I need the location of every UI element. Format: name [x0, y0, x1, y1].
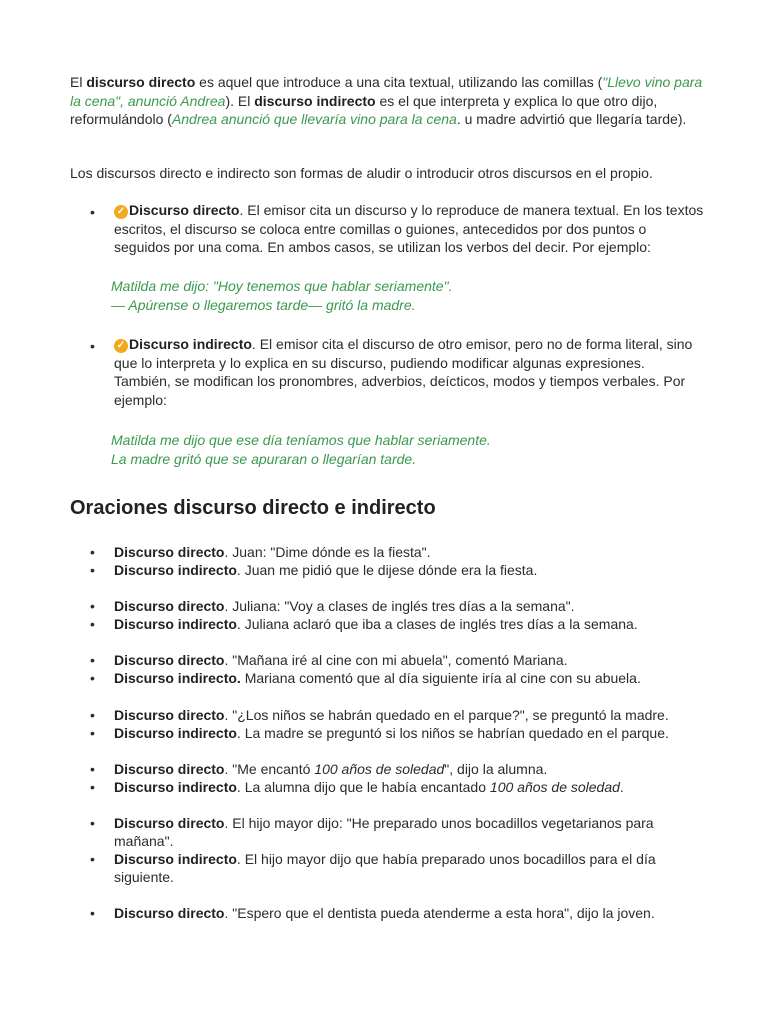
item-text: . "Me encantó: [224, 761, 315, 777]
example-line: — Apúrense o llegaremos tarde— gritó la madre.: [111, 296, 416, 313]
bullet: •: [90, 544, 95, 560]
item-text: . El hijo mayor dijo: "He preparado unos bocadillos vegetarianos para mañana".: [114, 815, 654, 849]
intro-text: El: [70, 74, 87, 90]
definition-indirecto: [114, 335, 704, 409]
definition-directo: [114, 201, 704, 257]
definition-text: . El emisor cita un discurso y lo reproduce de manera textual. En los textos escritos, el discurso se coloca entre comillas o guiones, antecedidos por dos puntos o seguidos por una coma. En ambos casos, se utilizan los verbos del decir. Por ejemplo:: [114, 202, 704, 255]
book-title: 100 años de soledad: [314, 761, 445, 777]
intro-text: ). El: [225, 92, 255, 109]
item-text: .: [619, 779, 624, 795]
item-label: Discurso directo: [114, 761, 225, 777]
intro-paragraph: [70, 73, 710, 129]
item-text: . El hijo mayor dijo que había preparado unos bocadillos para el día siguiente.: [114, 851, 656, 885]
intro-text: . u madre advirtió que llegaría tarde).: [456, 111, 687, 127]
term-directo: discurso directo: [86, 74, 196, 90]
item-label: Discurso indirecto: [114, 779, 237, 795]
definition-term: Discurso indirecto: [129, 336, 252, 352]
bullet: •: [90, 707, 95, 723]
example-line: La madre gritó que se apuraran o llegarían tarde.: [111, 450, 417, 467]
item-label: Discurso indirecto: [114, 562, 237, 578]
item-label: Discurso directo: [114, 905, 225, 921]
item-text: . "Espero que el dentista pueda atenderme a esta hora", dijo la joven.: [224, 905, 655, 921]
item-text: . Juliana: "Voy a clases de inglés tres días a la semana".: [224, 598, 575, 614]
item-label: Discurso directo: [114, 815, 225, 831]
item-label: Discurso indirecto: [114, 851, 237, 867]
check-circle-icon: ✓: [114, 205, 128, 219]
bullet: •: [90, 905, 95, 921]
bullet: [90, 337, 95, 355]
definition-term: Discurso directo: [129, 202, 240, 218]
example-line: Matilda me dijo que ese día teníamos que hablar seriamente.: [111, 432, 491, 448]
item-text: . La alumna dijo que le había encantado: [236, 779, 490, 795]
intro-paragraph-2: Los discursos directo e indirecto son formas de aludir o introducir otros discursos en el propio.: [70, 165, 653, 181]
bullet: •: [90, 616, 95, 632]
item-label: Discurso directo: [114, 544, 225, 560]
item-text: . Juan: "Dime dónde es la fiesta".: [224, 544, 431, 560]
bullet: •: [90, 779, 95, 795]
bullet: •: [90, 598, 95, 614]
example-inline: Andrea anunció que llevaría vino para la cena: [171, 111, 457, 127]
intro-text: es el que interpreta y explica lo que otro dijo, reformulándolo (: [70, 92, 658, 127]
bullet: •: [90, 851, 95, 867]
term-indirecto: discurso indirecto: [254, 92, 376, 109]
bullet: •: [90, 562, 95, 578]
item-text: . "Mañana iré al cine con mi abuela", comentó Mariana.: [224, 652, 568, 668]
item-text: ", dijo la alumna.: [444, 761, 548, 777]
item-text: . La madre se preguntó si los niños se habrían quedado en el parque.: [236, 725, 669, 741]
item-label: Discurso directo: [114, 707, 225, 723]
bullet: •: [90, 761, 95, 777]
example-block: [111, 277, 671, 314]
item-text: Mariana comentó que al día siguiente iría al cine con su abuela.: [240, 670, 641, 686]
item-text: . Juliana aclaró que iba a clases de inglés tres días a la semana.: [236, 616, 638, 632]
bullet: [90, 203, 95, 221]
bullet: •: [90, 652, 95, 668]
item-text: . Juan me pidió que le dijese dónde era la fiesta.: [236, 562, 538, 578]
item-text: . "¿Los niños se habrán quedado en el parque?", se preguntó la madre.: [224, 707, 669, 723]
example-inline: "Llevo vino para la cena", anunció Andrea: [70, 74, 703, 109]
book-title: 100 años de soledad: [489, 779, 620, 795]
bullet: •: [90, 815, 95, 831]
item-label: Discurso indirecto: [114, 725, 237, 741]
definition-text: . El emisor cita el discurso de otro emisor, pero no de forma literal, sino que lo interpreta y lo explica en su discurso, pudiendo modificar algunas expresiones. También, se modifican los pronombres, adverbios, deícticos, modos y tiempos verbales. Por ejemplo:: [114, 336, 693, 408]
example-block: [111, 431, 671, 468]
item-label: Discurso directo: [114, 652, 225, 668]
bullet: •: [90, 725, 95, 741]
item-label: Discurso indirecto: [114, 616, 237, 632]
bullet: •: [90, 670, 95, 686]
item-label: Discurso indirecto.: [114, 670, 241, 686]
example-line: Matilda me dijo: "Hoy tenemos que hablar seriamente".: [111, 278, 453, 294]
intro-text: es aquel que introduce a una cita textual, utilizando las comillas (: [195, 74, 603, 90]
check-circle-icon: ✓: [114, 339, 128, 353]
section-heading: Oraciones discurso directo e indirecto: [70, 497, 436, 519]
item-label: Discurso directo: [114, 598, 225, 614]
